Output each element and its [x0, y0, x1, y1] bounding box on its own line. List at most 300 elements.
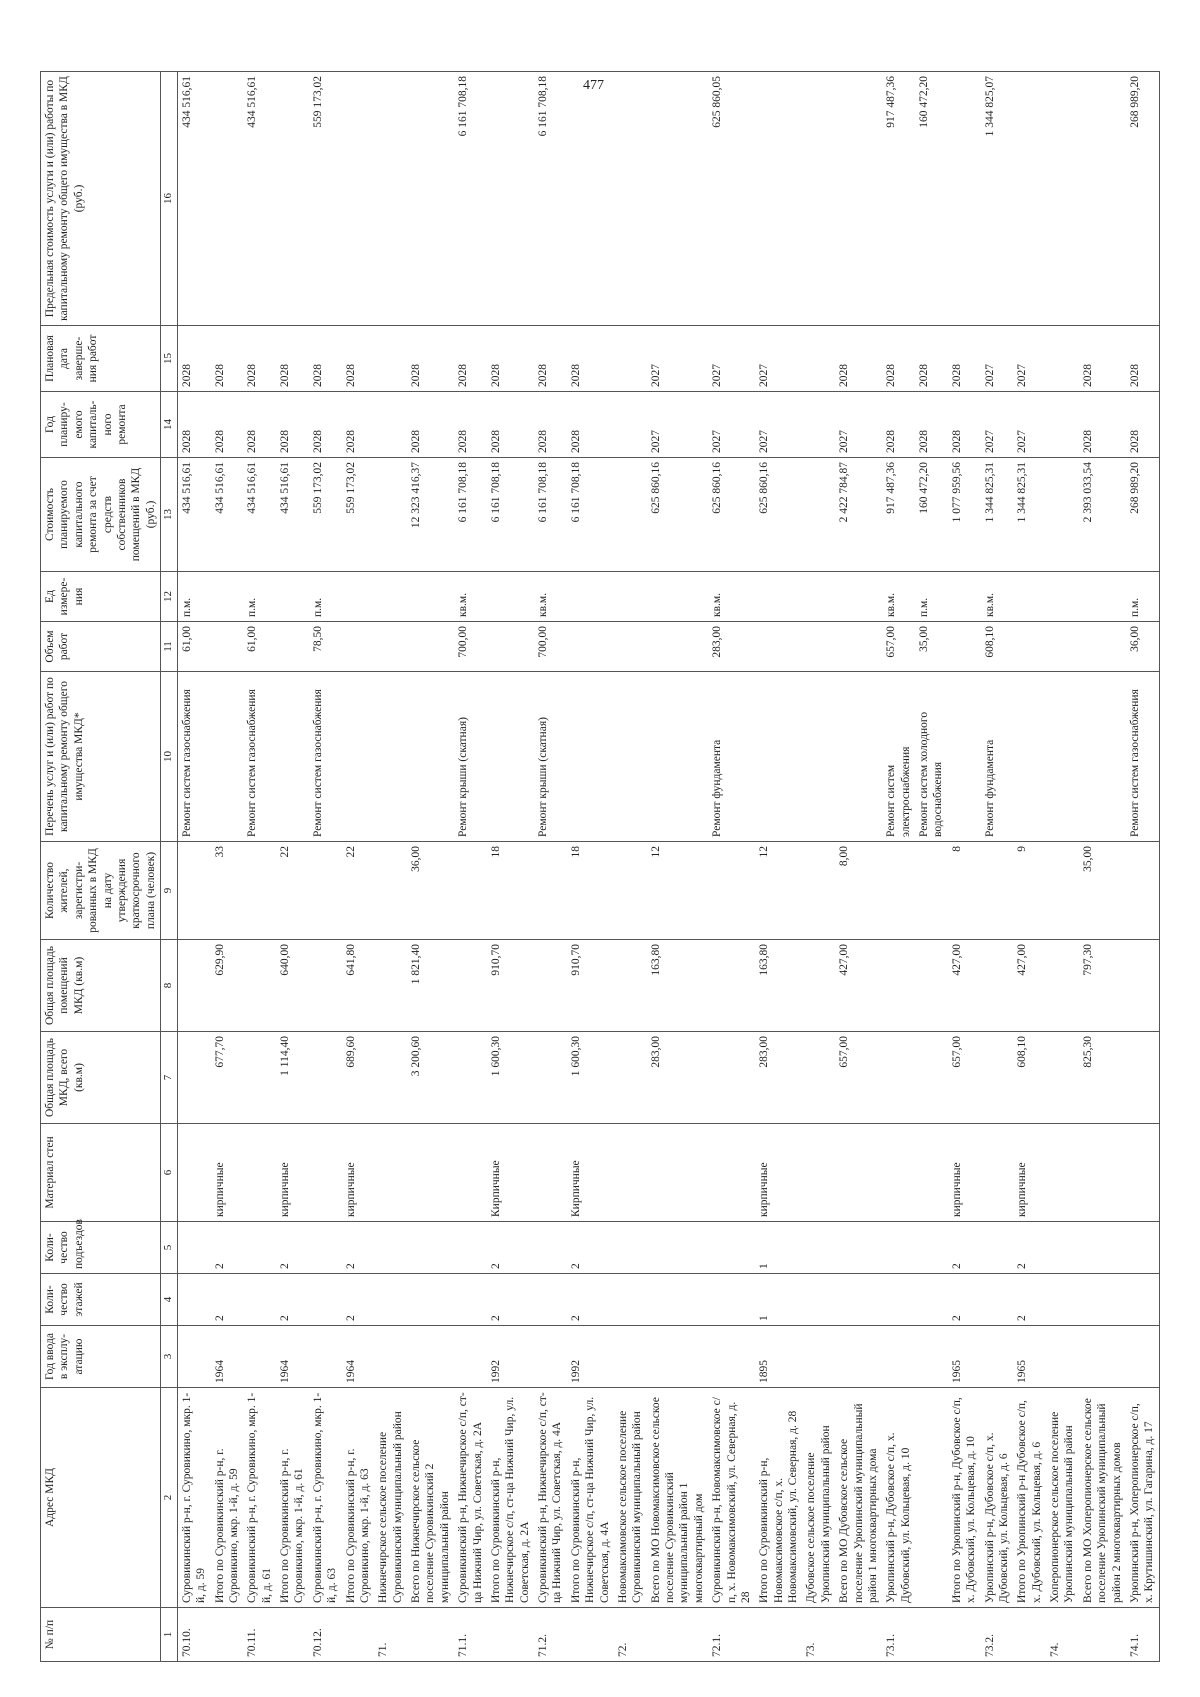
table-cell	[882, 1124, 915, 1222]
table-cell	[177, 1032, 210, 1124]
table-cell: 1	[755, 1274, 802, 1326]
table-cell: 2028	[1079, 326, 1126, 392]
table-cell: 2027	[647, 326, 709, 392]
table-cell	[802, 1032, 835, 1124]
table-cell: 910,70	[487, 940, 534, 1032]
table-cell: 1 821,40	[407, 940, 454, 1032]
table-cell	[407, 1124, 454, 1222]
table-cell: 2028	[309, 326, 342, 392]
table-cell	[1079, 1326, 1126, 1388]
table-cell: 689,60	[342, 1032, 375, 1124]
table-row	[981, 72, 1014, 1662]
table-cell	[708, 1124, 755, 1222]
table-row	[647, 72, 709, 1662]
table-cell: 2028	[243, 326, 276, 392]
table-cell: Ремонт систем газоснабжения	[309, 672, 342, 842]
table-cell	[534, 1222, 567, 1274]
table-cell	[407, 72, 454, 326]
table-cell	[407, 1608, 454, 1662]
table-cell	[802, 940, 835, 1032]
table-cell: 427,00	[835, 940, 882, 1032]
table-cell	[802, 1222, 835, 1274]
table-row	[915, 72, 948, 1662]
table-cell	[802, 572, 835, 622]
table-cell	[1046, 72, 1079, 326]
table-cell: Итого по Суровикинский р-н, г. Суровикино, мкр. 1-й, д. 61	[276, 1388, 309, 1608]
table-cell	[1079, 1274, 1126, 1326]
table-cell	[567, 1608, 614, 1662]
table-cell	[374, 842, 407, 940]
table-cell: 2 422 784,87	[835, 458, 882, 572]
table-cell: 12 323 416,37	[407, 458, 454, 572]
table-cell: Урюпинский р-н, Дубовское с/п, х. Дубовский, ул. Кольцевая, д. 6	[981, 1388, 1014, 1608]
table-cell: 73.2.	[981, 1608, 1014, 1662]
table-cell	[1126, 940, 1159, 1032]
table-cell: кв.м.	[882, 572, 915, 622]
table-cell: 1964	[276, 1326, 309, 1388]
column-header: Плановая дата заверше-ния работ	[41, 326, 161, 392]
table-cell: 2028	[276, 326, 309, 392]
table-cell: 1 077 959,56	[948, 458, 981, 572]
table-cell	[276, 672, 309, 842]
table-cell: 2028	[882, 392, 915, 458]
table-cell	[981, 842, 1014, 940]
table-cell: 2028	[882, 326, 915, 392]
table-cell: 2028	[454, 392, 487, 458]
table-cell	[1046, 842, 1079, 940]
table-cell	[802, 622, 835, 672]
table-cell: 2028	[177, 326, 210, 392]
table-cell	[243, 1274, 276, 1326]
table-cell: 71.	[374, 1608, 407, 1662]
table-cell: 2028	[211, 326, 244, 392]
table-body	[177, 72, 1159, 1662]
table-cell	[647, 72, 709, 326]
column-header: Общая площадь помещений МКД (кв.м)	[41, 940, 161, 1032]
table-cell	[614, 72, 647, 326]
table-cell: 2	[567, 1222, 614, 1274]
table-cell: 2028	[487, 392, 534, 458]
table-cell	[835, 1222, 882, 1274]
table-cell	[802, 842, 835, 940]
table-cell: 18	[487, 842, 534, 940]
table-cell: 2	[1013, 1274, 1046, 1326]
table-row	[755, 72, 802, 1662]
table-cell	[915, 1274, 948, 1326]
table-cell: 36,00	[1126, 622, 1159, 672]
table-row	[1079, 72, 1126, 1662]
table-cell: 917 487,36	[882, 458, 915, 572]
column-number: 3	[161, 1326, 178, 1388]
table-cell	[647, 1124, 709, 1222]
table-cell: 2027	[981, 392, 1014, 458]
table-cell	[647, 1222, 709, 1274]
table-cell: 9	[1013, 842, 1046, 940]
table-cell: 700,00	[534, 622, 567, 672]
table-cell	[1046, 672, 1079, 842]
table-cell	[614, 326, 647, 392]
table-cell: 2028	[177, 392, 210, 458]
column-header: Материал стен	[41, 1124, 161, 1222]
table-row	[243, 72, 276, 1662]
column-header: № п/п	[41, 1608, 161, 1662]
table-cell: 6 161 708,18	[534, 72, 567, 326]
table-cell: Урюпинский р-н, Хоперопионерское с/п, х. Крутишинский, ул. Гагарина, д. 17	[1126, 1388, 1159, 1608]
table-cell: Всего по Нижнечирское сельское поселение Суровикинский 2 муниципальный район	[407, 1388, 454, 1608]
table-cell: Ремонт крыши (скатная)	[534, 672, 567, 842]
table-cell	[374, 1222, 407, 1274]
table-cell: 2028	[948, 326, 981, 392]
table-cell: 2028	[835, 326, 882, 392]
table-cell: кирпичные	[755, 1124, 802, 1222]
table-cell: 641,80	[342, 940, 375, 1032]
table-cell	[1013, 572, 1046, 622]
table-cell	[177, 1326, 210, 1388]
table-cell: Итого по Суровикинский р-н, Новомаксимовское с/п, х. Новомаксимовский, ул. Северная, д. 28	[755, 1388, 802, 1608]
table-cell: 2027	[1013, 392, 1046, 458]
column-number: 1	[161, 1608, 178, 1662]
table-cell: Кирпичные	[567, 1124, 614, 1222]
table-cell	[915, 1124, 948, 1222]
table-cell	[407, 1222, 454, 1274]
table-cell	[981, 1222, 1014, 1274]
table-cell	[614, 1124, 647, 1222]
table-cell: 35,00	[1079, 842, 1126, 940]
table-cell: 1 344 825,07	[981, 72, 1014, 326]
table-cell: 797,30	[1079, 940, 1126, 1032]
table-cell	[534, 1326, 567, 1388]
table-cell	[567, 72, 614, 326]
table-cell: 1 344 825,31	[1013, 458, 1046, 572]
table-cell	[1046, 458, 1079, 572]
table-cell	[802, 1124, 835, 1222]
table-cell: Ремонт систем электроснабжения	[882, 672, 915, 842]
table-cell: кирпичные	[276, 1124, 309, 1222]
table-cell	[567, 672, 614, 842]
table-cell	[1046, 1326, 1079, 1388]
column-header: Коли-чество этажей	[41, 1274, 161, 1326]
table-cell	[948, 622, 981, 672]
table-cell: 657,00	[948, 1032, 981, 1124]
table-cell: 434 516,61	[177, 72, 210, 326]
table-cell: 434 516,61	[276, 458, 309, 572]
table-cell: 2028	[211, 392, 244, 458]
table-row	[309, 72, 342, 1662]
table-cell	[1046, 940, 1079, 1032]
column-header: Год ввода в эксплу-атацию	[41, 1326, 161, 1388]
table-cell: 625 860,05	[708, 72, 755, 326]
rotated-table-container	[40, 72, 1175, 1662]
table-cell	[614, 622, 647, 672]
table-cell	[177, 842, 210, 940]
table-cell	[309, 1222, 342, 1274]
table-cell: Ремонт систем газоснабжения	[177, 672, 210, 842]
table-cell: 268 989,20	[1126, 72, 1159, 326]
table-cell	[614, 1032, 647, 1124]
table-cell	[915, 1608, 948, 1662]
table-cell	[614, 572, 647, 622]
table-cell	[1079, 1222, 1126, 1274]
table-cell	[835, 1608, 882, 1662]
table-cell: 2	[487, 1274, 534, 1326]
table-cell: Итого по Суровикинский р-н, Нижнечирское с/п, ст-ца Нижний Чир, ул. Советская, д. 2А	[487, 1388, 534, 1608]
table-cell	[374, 1274, 407, 1326]
table-cell	[177, 940, 210, 1032]
table-cell	[802, 1274, 835, 1326]
table-cell	[534, 842, 567, 940]
table-cell: Суровикинский р-н, Нижнечирское с/п, ст-ца Нижний Чир, ул. Советская, д. 4А	[534, 1388, 567, 1608]
table-cell: 2028	[567, 392, 614, 458]
table-cell: Новомаксимовское сельское поселение Суровикинский муниципальный район	[614, 1388, 647, 1608]
table-cell	[614, 672, 647, 842]
table-cell	[614, 1222, 647, 1274]
table-cell	[755, 622, 802, 672]
column-number: 14	[161, 392, 178, 458]
column-header: Коли-чество подъездов	[41, 1222, 161, 1274]
column-number: 5	[161, 1222, 178, 1274]
table-header-row	[41, 72, 161, 1662]
table-cell: 434 516,61	[177, 458, 210, 572]
table-cell	[708, 1326, 755, 1388]
table-cell: 74.1.	[1126, 1608, 1159, 1662]
table-cell	[374, 326, 407, 392]
table-cell: 640,00	[276, 940, 309, 1032]
table-cell	[211, 622, 244, 672]
table-cell: Ремонт фундамента	[981, 672, 1014, 842]
table-cell: 559 173,02	[309, 72, 342, 326]
table-cell: 22	[276, 842, 309, 940]
table-cell	[374, 672, 407, 842]
table-cell	[948, 572, 981, 622]
table-cell: 2	[211, 1222, 244, 1274]
table-cell: Суровикинский р-н, г. Суровикино, мкр. 1-й, д. 61	[243, 1388, 276, 1608]
column-number: 6	[161, 1124, 178, 1222]
table-cell: Всего по МО Новомаксимовское сельское поселение Суровикинский муниципальный район 1 многоквартирный дом	[647, 1388, 709, 1608]
column-header: Ед измере-ния	[41, 572, 161, 622]
column-number: 9	[161, 842, 178, 940]
table-cell: 12	[755, 842, 802, 940]
table-cell: 72.	[614, 1608, 647, 1662]
table-cell: Итого по Суровикинский р-н, г. Суровикино, мкр. 1-й, д. 63	[342, 1388, 375, 1608]
table-row	[276, 72, 309, 1662]
table-cell	[1046, 326, 1079, 392]
column-number: 2	[161, 1388, 178, 1608]
table-cell: кирпичные	[948, 1124, 981, 1222]
table-cell: 6 161 708,18	[454, 72, 487, 326]
table-cell: 33	[211, 842, 244, 940]
table-cell	[342, 72, 375, 326]
table-cell	[309, 1124, 342, 1222]
table-cell: 2028	[948, 392, 981, 458]
table-cell	[211, 672, 244, 842]
table-cell	[835, 672, 882, 842]
table-cell: 2027	[1013, 326, 1046, 392]
table-cell	[708, 940, 755, 1032]
table-cell	[243, 940, 276, 1032]
table-cell	[1126, 842, 1159, 940]
table-cell: 2027	[708, 326, 755, 392]
table-cell	[1046, 1222, 1079, 1274]
column-header: Объем работ	[41, 622, 161, 672]
table-row	[487, 72, 534, 1662]
table-cell: 2	[567, 1274, 614, 1326]
table-cell	[309, 842, 342, 940]
table-cell	[1126, 1032, 1159, 1124]
table-cell	[614, 1326, 647, 1388]
table-cell	[915, 940, 948, 1032]
table-cell	[1079, 672, 1126, 842]
table-cell	[614, 392, 647, 458]
table-cell	[276, 1608, 309, 1662]
table-cell: 18	[567, 842, 614, 940]
page-number: 477	[583, 78, 604, 93]
table-cell: Всего по МО Хоперопионерское сельское поселение Урюпинский муниципальный район 2 многоквартирных домов	[1079, 1388, 1126, 1608]
column-number: 12	[161, 572, 178, 622]
table-cell: 2027	[708, 392, 755, 458]
table-cell: 1965	[948, 1326, 981, 1388]
table-cell: кв.м.	[534, 572, 567, 622]
table-cell	[882, 1222, 915, 1274]
table-cell	[276, 572, 309, 622]
table-cell	[374, 1032, 407, 1124]
table-cell	[243, 1222, 276, 1274]
table-cell: 2028	[276, 392, 309, 458]
column-number: 16	[161, 72, 178, 326]
table-cell: кирпичные	[1013, 1124, 1046, 1222]
table-cell	[567, 572, 614, 622]
table-row	[802, 72, 835, 1662]
table-cell: 2028	[342, 326, 375, 392]
table-cell: Ремонт систем газоснабжения	[1126, 672, 1159, 842]
table-cell	[454, 842, 487, 940]
table-cell: Суровикинский р-н, Новомаксимовское с/п, х. Новомаксимовский, ул. Северная, д. 28	[708, 1388, 755, 1608]
table-cell: 6 161 708,18	[487, 458, 534, 572]
table-cell: 2	[276, 1222, 309, 1274]
table-cell	[454, 940, 487, 1032]
column-header: Общая площадь МКД, всего (кв.м)	[41, 1032, 161, 1124]
table-cell	[981, 940, 1014, 1032]
table-row	[177, 72, 210, 1662]
table-row	[708, 72, 755, 1662]
table-cell	[1046, 1124, 1079, 1222]
table-cell: 2027	[755, 326, 802, 392]
table-cell: 70.10.	[177, 1608, 210, 1662]
table-row	[1013, 72, 1046, 1662]
table-cell: 70.12.	[309, 1608, 342, 1662]
column-number: 8	[161, 940, 178, 1032]
table-cell: 700,00	[454, 622, 487, 672]
table-cell	[487, 622, 534, 672]
table-row	[534, 72, 567, 1662]
table-cell	[882, 842, 915, 940]
table-cell	[708, 1274, 755, 1326]
table-cell: 608,10	[1013, 1032, 1046, 1124]
table-cell: Ремонт крыши (скатная)	[454, 672, 487, 842]
table-cell: 1 114,40	[276, 1032, 309, 1124]
table-cell: Нижнечирское сельское поселение Суровикинский муниципальный район	[374, 1388, 407, 1608]
table-cell: кирпичные	[342, 1124, 375, 1222]
table-cell	[342, 572, 375, 622]
table-cell: Всего по МО Дубовское сельское поселение Урюпинский муниципальный район 1 многоквартирных дома	[835, 1388, 882, 1608]
table-cell	[487, 572, 534, 622]
table-cell	[211, 1608, 244, 1662]
table-cell: 2028	[915, 326, 948, 392]
table-cell	[915, 842, 948, 940]
table-cell: 677,70	[211, 1032, 244, 1124]
table-cell: 2	[342, 1274, 375, 1326]
table-cell	[1046, 622, 1079, 672]
table-cell	[708, 1222, 755, 1274]
table-cell: 2	[948, 1274, 981, 1326]
table-cell: 283,00	[755, 1032, 802, 1124]
table-cell: 2028	[915, 392, 948, 458]
column-number: 15	[161, 326, 178, 392]
table-cell	[802, 72, 835, 326]
table-cell	[882, 1032, 915, 1124]
table-cell: 8	[948, 842, 981, 940]
table-cell	[1046, 572, 1079, 622]
table-cell: 2	[487, 1222, 534, 1274]
column-number: 11	[161, 622, 178, 672]
table-cell: 1992	[487, 1326, 534, 1388]
table-cell: 2028	[243, 392, 276, 458]
table-cell: 8,00	[835, 842, 882, 940]
table-cell: 71.2.	[534, 1608, 567, 1662]
table-cell: 2028	[342, 392, 375, 458]
table-cell	[755, 1608, 802, 1662]
table-cell: 434 516,61	[243, 72, 276, 326]
table-cell	[835, 72, 882, 326]
column-header: Перечень услуг и (или) работ по капитальному ремонту общего имущества МКД*	[41, 672, 161, 842]
column-number-row	[161, 72, 178, 1662]
table-row	[835, 72, 882, 1662]
table-cell	[211, 72, 244, 326]
table-cell: 1 600,30	[487, 1032, 534, 1124]
table-cell: Ремонт систем холодного водоснабжения	[915, 672, 948, 842]
table-cell	[614, 842, 647, 940]
table-cell: 2028	[309, 392, 342, 458]
table-cell: 625 860,16	[647, 458, 709, 572]
table-cell	[374, 458, 407, 572]
table-cell	[487, 72, 534, 326]
table-cell: 22	[342, 842, 375, 940]
table-cell	[1079, 72, 1126, 326]
table-cell	[374, 72, 407, 326]
table-cell	[534, 1032, 567, 1124]
table-cell	[1013, 72, 1046, 326]
table-cell: 70.11.	[243, 1608, 276, 1662]
table-cell	[1126, 1326, 1159, 1388]
table-cell	[374, 622, 407, 672]
table-cell	[243, 1032, 276, 1124]
table-cell: 6 161 708,18	[534, 458, 567, 572]
table-cell: 283,00	[708, 622, 755, 672]
table-cell	[647, 572, 709, 622]
table-cell: 12	[647, 842, 709, 940]
table-cell: 6 161 708,18	[567, 458, 614, 572]
table-cell: 71.1.	[454, 1608, 487, 1662]
table-cell	[534, 940, 567, 1032]
column-number: 4	[161, 1274, 178, 1326]
table-cell	[407, 1274, 454, 1326]
table-cell	[708, 842, 755, 940]
table-cell: 2028	[454, 326, 487, 392]
table-cell	[647, 1608, 709, 1662]
table-cell: 825,30	[1079, 1032, 1126, 1124]
table-cell	[981, 1274, 1014, 1326]
table-cell	[1079, 572, 1126, 622]
table-cell	[454, 1274, 487, 1326]
